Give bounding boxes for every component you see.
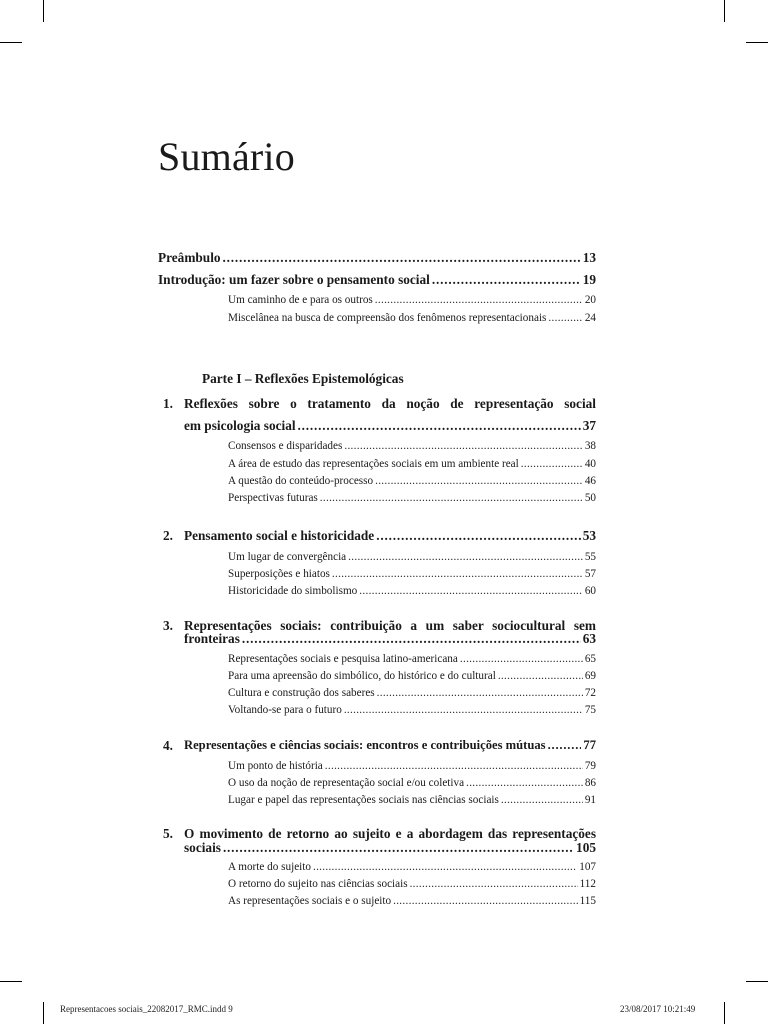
footer-datetime: 23/08/2017 10:21:49 [620, 1004, 696, 1014]
toc-page-number: 60 [584, 585, 596, 597]
chapter-title-tail[interactable] [184, 418, 596, 434]
chapter-title-line: Representações e ciências sociais: encontros e contribuições mútuas [184, 738, 546, 752]
toc-subentry[interactable] [228, 760, 596, 772]
toc-subentry[interactable] [228, 440, 596, 452]
chapter-title-tail[interactable] [184, 840, 596, 856]
dot-leader [375, 475, 583, 487]
part-heading: Parte I – Reflexões Epistemológicas [202, 371, 404, 386]
crop-mark [724, 0, 725, 22]
crop-mark [746, 42, 768, 43]
dot-leader [325, 760, 583, 772]
chapter-title-line[interactable]: Reflexões sobre o tratamento da noção de representação social [184, 396, 596, 411]
toc-subentry-label: Cultura e construção dos saberes [228, 687, 375, 699]
toc-subentry-label: Representações sociais e pesquisa latino-americana [228, 653, 458, 665]
crop-mark [746, 981, 768, 982]
dot-leader [377, 687, 583, 699]
toc-entry-preambulo[interactable] [158, 250, 596, 266]
dot-leader [410, 878, 578, 890]
dot-leader [313, 861, 577, 873]
toc-subentry-label: O uso da noção de representação social e/ou coletiva [228, 777, 465, 789]
toc-entry-label: Introdução: um fazer sobre o pensamento social [158, 272, 430, 287]
toc-subentry[interactable] [228, 794, 596, 806]
chapter-title-line: fronteiras [184, 631, 240, 646]
toc-subentry[interactable] [228, 568, 596, 580]
toc-subentry[interactable] [228, 687, 596, 699]
toc-subentry[interactable] [228, 861, 596, 873]
toc-subentry-label: Um lugar de convergência [228, 551, 347, 563]
toc-page-number: 69 [584, 670, 596, 682]
crop-mark [0, 42, 22, 43]
dot-leader [548, 312, 582, 324]
toc-page-number: 37 [582, 418, 596, 433]
toc-page-number: 20 [584, 294, 596, 306]
dot-leader [223, 840, 574, 856]
chapter-title[interactable] [184, 738, 596, 753]
toc-page-number: 38 [584, 440, 596, 452]
crop-mark [724, 1002, 725, 1024]
toc-page-number: 105 [576, 840, 596, 855]
toc-page-number: 115 [579, 895, 596, 907]
dot-leader [460, 653, 583, 665]
toc-subentry-label: Miscelânea na busca de compreensão dos fenômenos representacionais [228, 312, 547, 324]
chapter-number: 5. [163, 826, 173, 841]
toc-page-number: 13 [582, 250, 596, 265]
dot-leader [498, 670, 583, 682]
toc-page-number: 46 [584, 475, 596, 487]
toc-subentry-label: O retorno do sujeito nas ciências sociais [228, 878, 408, 890]
toc-subentry-label: A área de estudo das representações sociais em um ambiente real [228, 458, 519, 470]
toc-page-number: 75 [584, 704, 596, 716]
dot-leader [521, 458, 583, 470]
toc-subentry-label: Voltando-se para o futuro [228, 704, 342, 716]
toc-page-number: 50 [584, 492, 596, 504]
dot-leader [348, 551, 583, 563]
toc-page-number: 86 [584, 777, 596, 789]
toc-page-number: 57 [584, 568, 596, 580]
toc-subentry[interactable] [228, 895, 596, 907]
dot-leader [376, 528, 581, 544]
toc-page-number: 53 [582, 528, 596, 543]
page-title: Sumário [158, 134, 295, 179]
toc-subentry[interactable] [228, 670, 596, 682]
toc-subentry-label: Um ponto de história [228, 760, 323, 772]
dot-leader [548, 738, 582, 753]
toc-subentry-label: Consensos e disparidades [228, 440, 343, 452]
dot-leader [223, 250, 581, 266]
dot-leader [432, 272, 581, 288]
chapter-number: 4. [163, 738, 173, 753]
toc-page-number: 77 [583, 738, 596, 752]
chapter-number: 1. [163, 396, 173, 411]
dot-leader [298, 418, 581, 434]
toc-subentry-label: Para uma apreensão do simbólico, do histórico e do cultural [228, 670, 496, 682]
toc-page-number: 107 [579, 861, 596, 873]
toc-page-number: 79 [584, 760, 596, 772]
chapter-title-line[interactable]: Representações sociais: contribuição a um saber sociocultural sem [184, 618, 596, 633]
toc-page-number: 63 [582, 631, 596, 646]
toc-subentry-label: Historicidade do simbolismo [228, 585, 358, 597]
toc-page-number: 19 [582, 272, 596, 287]
chapter-title-line[interactable]: O movimento de retorno ao sujeito e a abordagem das representações [184, 826, 596, 841]
toc-subentry-label: A morte do sujeito [228, 861, 311, 873]
toc-subentry[interactable] [228, 294, 596, 306]
toc-subentry[interactable] [228, 653, 596, 665]
toc-entry-label: Preâmbulo [158, 250, 221, 265]
chapter-title-line: sociais [184, 840, 221, 855]
dot-leader [344, 704, 583, 716]
toc-subentry-label: Perspectivas futuras [228, 492, 318, 504]
toc-subentry[interactable] [228, 777, 596, 789]
toc-page-number: 72 [584, 687, 596, 699]
chapter-title[interactable] [184, 528, 596, 544]
toc-subentry[interactable] [228, 312, 596, 324]
toc-page-number: 40 [584, 458, 596, 470]
toc-page-number: 112 [579, 878, 596, 890]
toc-page-number: 24 [584, 312, 596, 324]
toc-page-number: 65 [584, 653, 596, 665]
dot-leader [501, 794, 583, 806]
toc-subentry[interactable] [228, 704, 596, 716]
toc-subentry[interactable] [228, 458, 596, 470]
toc-subentry-label: A questão do conteúdo-processo [228, 475, 374, 487]
toc-subentry-label: Lugar e papel das representações sociais nas ciências sociais [228, 794, 499, 806]
toc-subentry-label: Superposições e hiatos [228, 568, 330, 580]
toc-subentry[interactable] [228, 475, 596, 487]
chapter-number: 3. [163, 618, 173, 633]
dot-leader [359, 585, 583, 597]
dot-leader [320, 492, 583, 504]
toc-page-number: 55 [584, 551, 596, 563]
chapter-title-tail[interactable] [184, 631, 596, 647]
chapter-number: 2. [163, 528, 173, 543]
dot-leader [332, 568, 583, 580]
toc-subentry[interactable] [228, 492, 596, 504]
chapter-title-line: Pensamento social e historicidade [184, 528, 375, 543]
toc-subentry-label: As representações sociais e o sujeito [228, 895, 392, 907]
toc-subentry[interactable] [228, 878, 596, 890]
footer-filename: Representacoes sociais_22082017_RMC.indd 9 [60, 1004, 233, 1014]
dot-leader [344, 440, 582, 452]
crop-mark [0, 981, 22, 982]
toc-subentry[interactable] [228, 585, 596, 597]
toc-page-number: 91 [584, 794, 596, 806]
dot-leader [242, 631, 581, 647]
crop-mark [43, 0, 44, 22]
toc-subentry[interactable] [228, 551, 596, 563]
dot-leader [375, 294, 583, 306]
toc-subentry-label: Um caminho de e para os outros [228, 294, 373, 306]
toc-entry-introducao[interactable] [158, 272, 596, 288]
crop-mark [43, 1002, 44, 1024]
chapter-title-line: em psicologia social [184, 418, 296, 433]
dot-leader [466, 777, 583, 789]
dot-leader [393, 895, 578, 907]
